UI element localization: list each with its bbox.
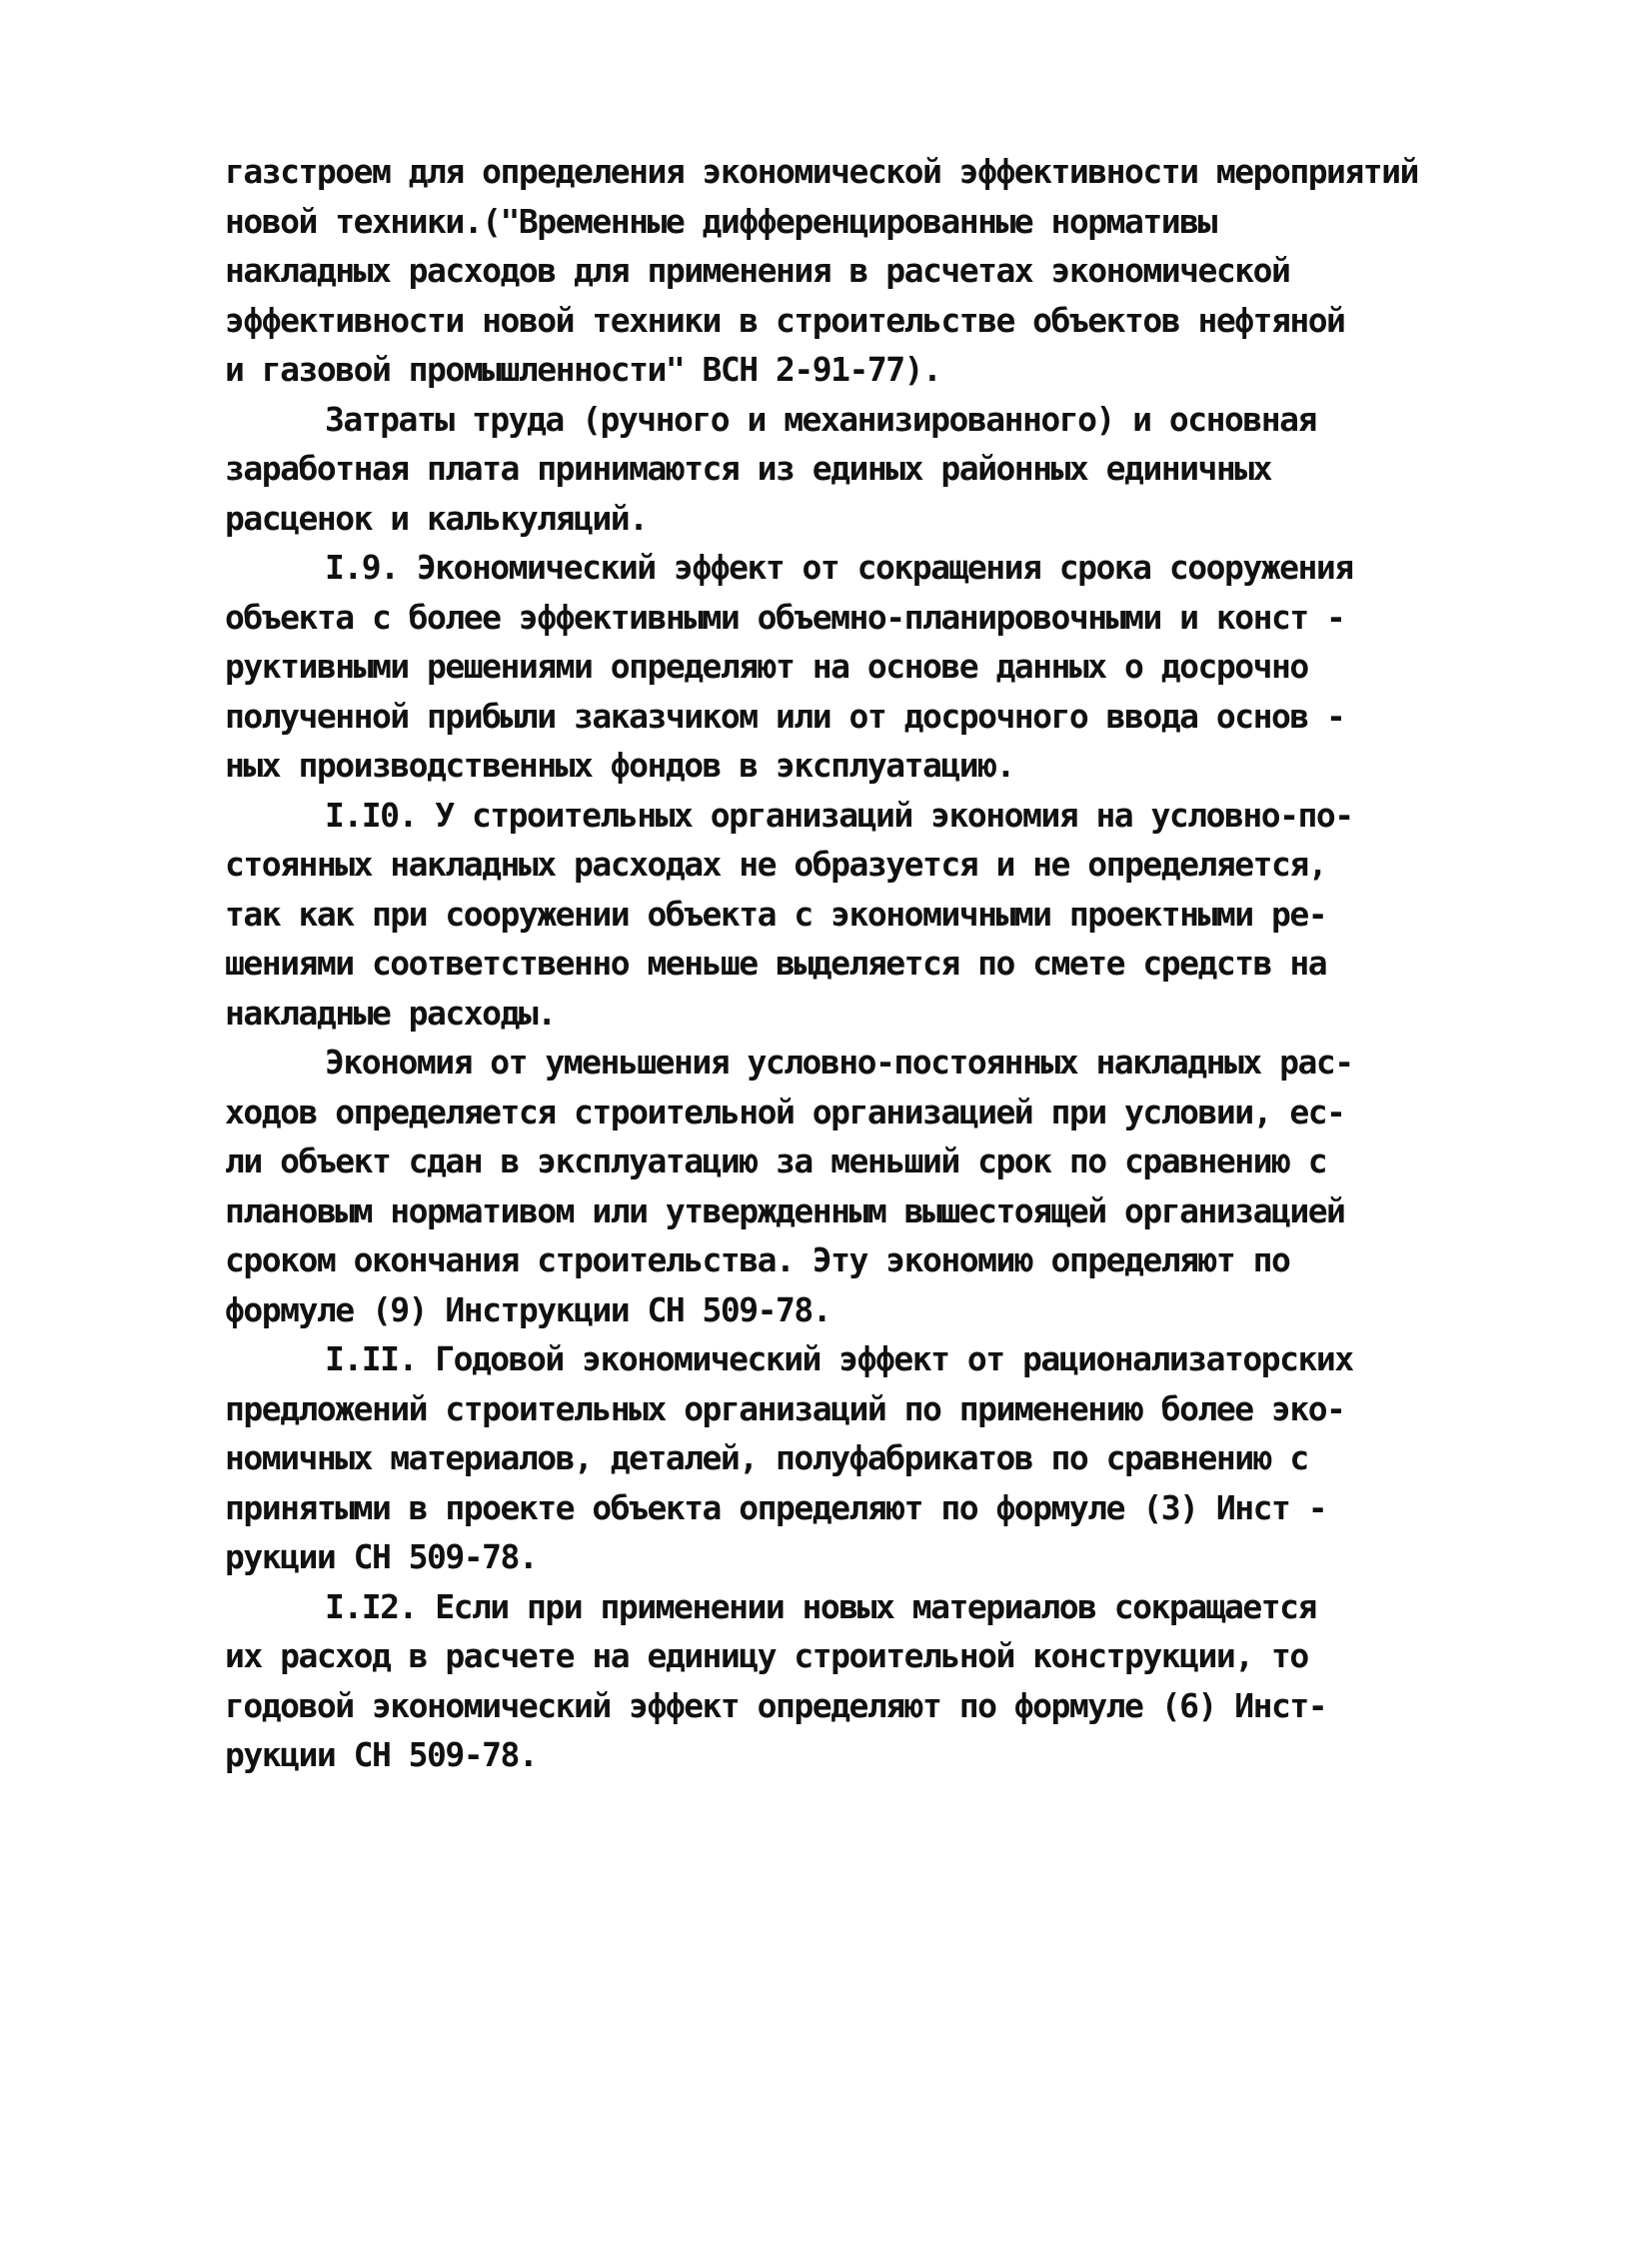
text-line: стоянных накладных расходах не образуется и не определяется, (225, 845, 1327, 884)
paragraph-first-line: I.I0. У строительных организаций экономия на условно-по- (325, 795, 1353, 835)
paragraph-first-line: I.9. Экономический эффект от сокращения срока сооружения (325, 548, 1353, 587)
text-line: полученной прибыли заказчиком или от досрочного ввода основ - (225, 696, 1345, 736)
text-line: ли объект сдан в эксплуатацию за меньший срок по сравнению с (225, 1141, 1327, 1180)
text-line: ных производственных фондов в эксплуатацию. (225, 746, 1014, 785)
paragraph-first-line: I.I2. Если при применении новых материалов сокращается (325, 1586, 1316, 1626)
text-line: рукции СН 509-78. (225, 1537, 538, 1576)
paragraph-first-line: Экономия от уменьшения условно-постоянных накладных рас- (325, 1043, 1353, 1082)
paragraph-first-line: Затраты труда (ручного и механизированного) и основная (325, 399, 1316, 439)
text-line: плановым нормативом или утвержденным вышестоящей организацией (225, 1190, 1345, 1230)
text-line: эффективности новой техники в строительстве объектов нефтяной (225, 300, 1345, 340)
text-line: их расход в расчете на единицу строительной конструкции, то (225, 1636, 1308, 1675)
text-line: новой техники.("Временные дифференцированные нормативы (225, 201, 1216, 241)
text-line: сроком окончания строительства. Эту экономию определяют по (225, 1240, 1290, 1279)
text-line: номичных материалов, деталей, полуфабрикатов по сравнению с (225, 1438, 1308, 1477)
text-line: рукции СН 509-78. (225, 1735, 538, 1774)
text-line: руктивными решениями определяют на основе данных о досрочно (225, 647, 1308, 686)
text-line: и газовой промышленности" ВСН 2-91-77). (225, 350, 941, 389)
text-line: заработная плата принимаются из единых районных единичных (225, 449, 1271, 488)
text-line: так как при сооружении объекта с экономичными проектными ре- (225, 894, 1327, 934)
text-line: газстроем для определения экономической эффективности мероприятий (225, 152, 1418, 191)
text-line: годовой экономический эффект определяют по формуле (6) Инст- (225, 1685, 1327, 1725)
text-line: накладных расходов для применения в расчетах экономической (225, 251, 1290, 290)
text-line: предложений строительных организаций по применению более эко- (225, 1388, 1345, 1428)
text-line: формуле (9) Инструкции СН 509-78. (225, 1289, 831, 1329)
text-line: ходов определяется строительной организацией при условии, ес- (225, 1092, 1345, 1131)
text-line: принятыми в проекте объекта определяют по формуле (3) Инст - (225, 1487, 1327, 1527)
text-line: расценок и калькуляций. (225, 498, 648, 538)
paragraph-first-line: I.II. Годовой экономический эффект от рационализаторских (325, 1339, 1353, 1378)
text-line: накладные расходы. (225, 993, 556, 1033)
document-body (225, 147, 1474, 1780)
text-line: шениями соответственно меньше выделяется по смете средств на (225, 944, 1327, 983)
text-line: объекта с более эффективными объемно-планировочными и конст - (225, 597, 1345, 637)
